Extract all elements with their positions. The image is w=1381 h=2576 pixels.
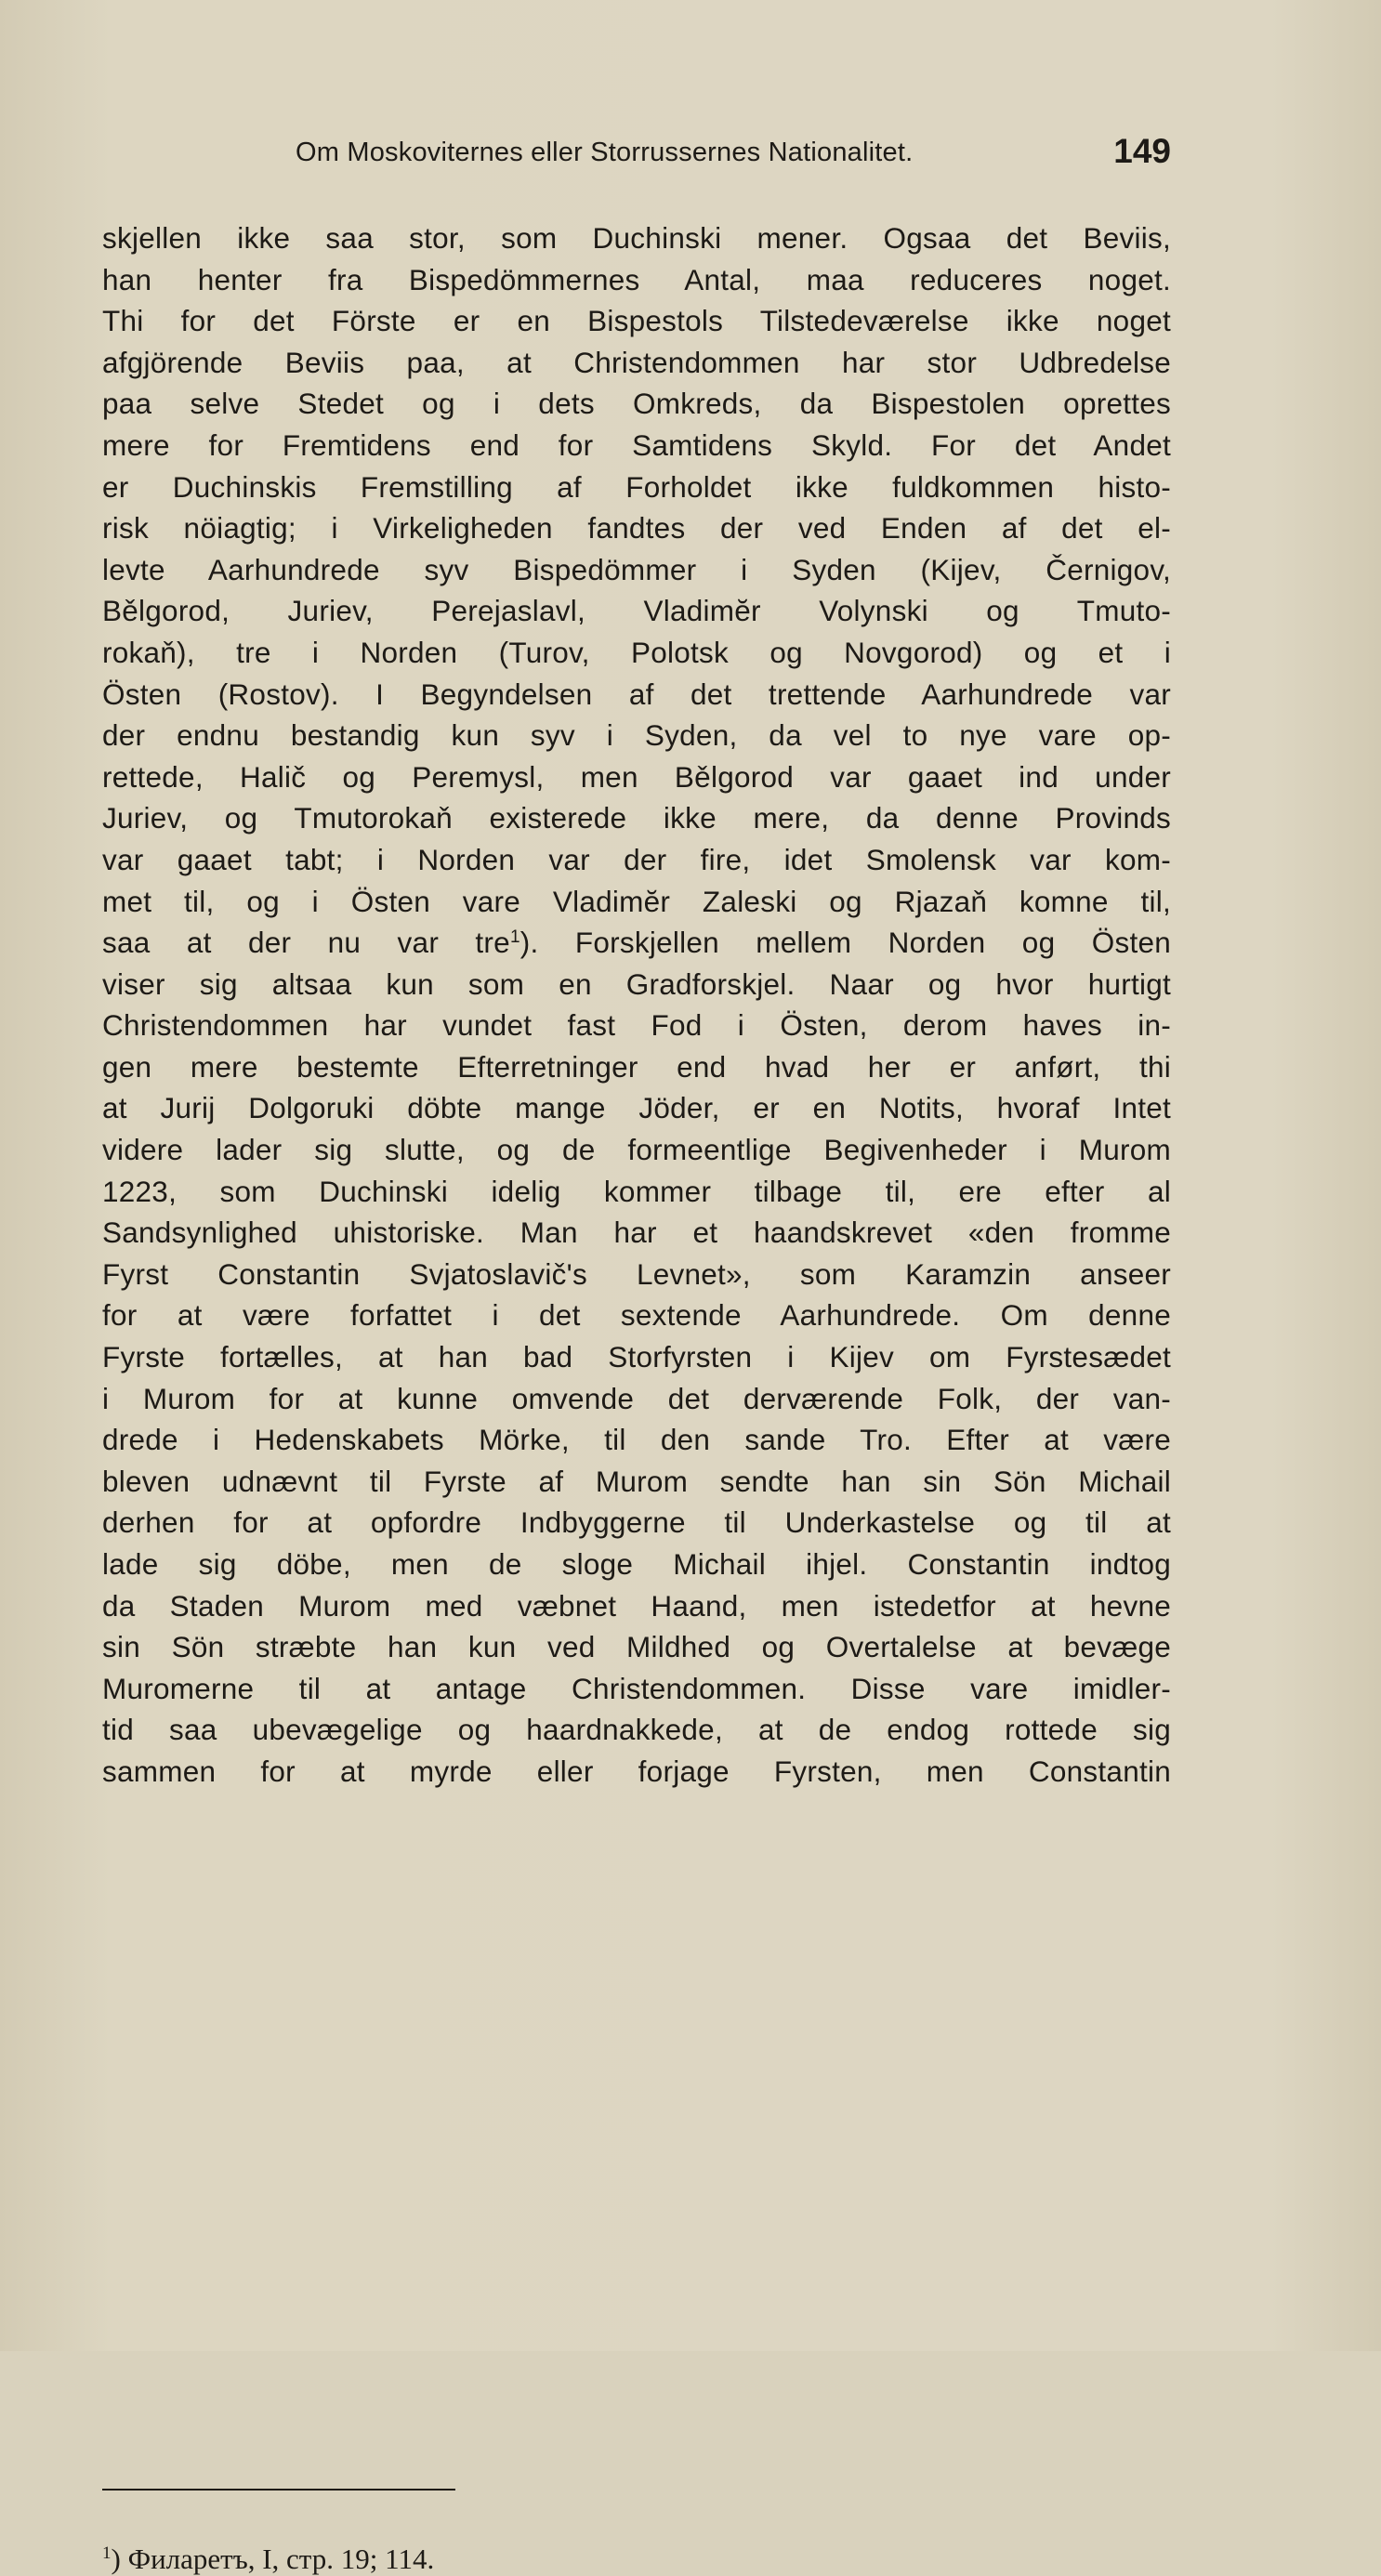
text-line: var gaaet tabt; i Norden var der fire, idet Smolensk var kom-	[102, 842, 1171, 876]
text-line: drede i Hedenskabets Mörke, til den sande Tro. Efter at være	[102, 1423, 1171, 1457]
page-number: 149	[1113, 132, 1171, 170]
text-line: videre lader sig slutte, og de formeentlige Begivenheder i Murom	[102, 1133, 1171, 1167]
text-line: da Staden Murom med væbnet Haand, men istedetfor at hevne	[102, 1588, 1171, 1623]
text-line: skjellen ikke saa stor, som Duchinski mener. Ogsaa det Beviis,	[102, 221, 1171, 255]
text-line: afgjörende Beviis paa, at Christendommen har stor Udbredelse	[102, 345, 1171, 379]
text-segment: saa at der nu var tre	[102, 926, 510, 960]
body-text	[102, 217, 1171, 1793]
text-line: Christendommen har vundet fast Fod i Östen, derom haves in-	[102, 1008, 1171, 1043]
text-line: gen mere bestemte Efterretninger end hvad her er anført, thi	[102, 1049, 1171, 1084]
text-line: at Jurij Dolgoruki döbte mange Jöder, er en Notits, hvoraf Intet	[102, 1091, 1171, 1125]
text-line-with-footnote	[102, 922, 1171, 964]
text-line: i Murom for at kunne omvende det derværende Folk, der van-	[102, 1381, 1171, 1415]
text-line: Juriev, og Tmutorokaň existerede ikke mere, da denne Provinds	[102, 801, 1171, 835]
text-line: Thi for det Förste er en Bispestols Tilstedeværelse ikke noget	[102, 304, 1171, 338]
text-line: er Duchinskis Fremstilling af Forholdet ikke fuldkommen histo-	[102, 469, 1171, 504]
text-line: for at være forfattet i det sextende Aarhundrede. Om denne	[102, 1298, 1171, 1333]
text-line: tid saa ubevægelige og haardnakkede, at de endog rottede sig	[102, 1713, 1171, 1747]
text-line: Bělgorod, Juriev, Perejaslavl, Vladimĕr Volynski og Tmuto-	[102, 594, 1171, 628]
footnote-divider	[102, 2489, 455, 2491]
footnote	[102, 2543, 434, 2576]
footnote-text: ) Филаретъ, I, стр. 19; 114.	[111, 2543, 435, 2575]
running-title: Om Moskoviternes eller Storrussernes Nationalitet.	[296, 138, 914, 167]
footnote-marker: 1	[102, 2543, 112, 2563]
text-line: paa selve Stedet og i dets Omkreds, da Bispestolen oprettes	[102, 387, 1171, 421]
text-line: rettede, Halič og Peremysl, men Bělgorod var gaaet ind under	[102, 759, 1171, 794]
text-line: der endnu bestandig kun syv i Syden, da vel to nye vare op-	[102, 718, 1171, 753]
text-line: Fyrst Constantin Svjatoslavič's Levnet», som Karamzin anseer	[102, 1256, 1171, 1291]
text-line: han henter fra Bispedömmernes Antal, maa reduceres noget.	[102, 262, 1171, 296]
text-line: 1223, som Duchinski idelig kommer tilbage til, ere efter al	[102, 1174, 1171, 1208]
text-line: Fyrste fortælles, at han bad Storfyrsten i Kijev om Fyrstesædet	[102, 1340, 1171, 1374]
text-line: sin Sön stræbte han kun ved Mildhed og Overtalelse at bevæge	[102, 1630, 1171, 1664]
text-line: mere for Fremtidens end for Samtidens Skyld. For det Andet	[102, 427, 1171, 462]
text-line: bleven udnævnt til Fyrste af Murom sendte han sin Sön Michail	[102, 1464, 1171, 1498]
text-line: viser sig altsaa kun som en Gradforskjel. Naar og hvor hurtigt	[102, 966, 1171, 1001]
text-line: lade sig döbe, men de sloge Michail ihjel. Constantin indtog	[102, 1547, 1171, 1581]
text-line: Muromerne til at antage Christendommen. Disse vare imidler-	[102, 1671, 1171, 1705]
text-line: Östen (Rostov). I Begyndelsen af det trettende Aarhundrede var	[102, 677, 1171, 711]
text-segment: ). Forskjellen mellem Norden og Östen	[520, 926, 1171, 960]
text-line: Sandsynlighed uhistoriske. Man har et haandskrevet «den fromme	[102, 1216, 1171, 1250]
running-header	[102, 132, 1171, 177]
text-line: sammen for at myrde eller forjage Fyrsten, men Constantin	[102, 1754, 1171, 1788]
text-line: rokaň), tre i Norden (Turov, Polotsk og Novgorod) og et i	[102, 635, 1171, 669]
text-line: derhen for at opfordre Indbyggerne til Underkastelse og til at	[102, 1505, 1171, 1540]
text-line: met til, og i Östen vare Vladimĕr Zaleski og Rjazaň komne til,	[102, 884, 1171, 918]
text-line: risk nöiagtig; i Virkeligheden fandtes der ved Enden af det el-	[102, 511, 1171, 545]
text-line: levte Aarhundrede syv Bispedömmer i Syden (Kijev, Černigov,	[102, 552, 1171, 586]
footnote-reference: 1	[509, 927, 520, 948]
